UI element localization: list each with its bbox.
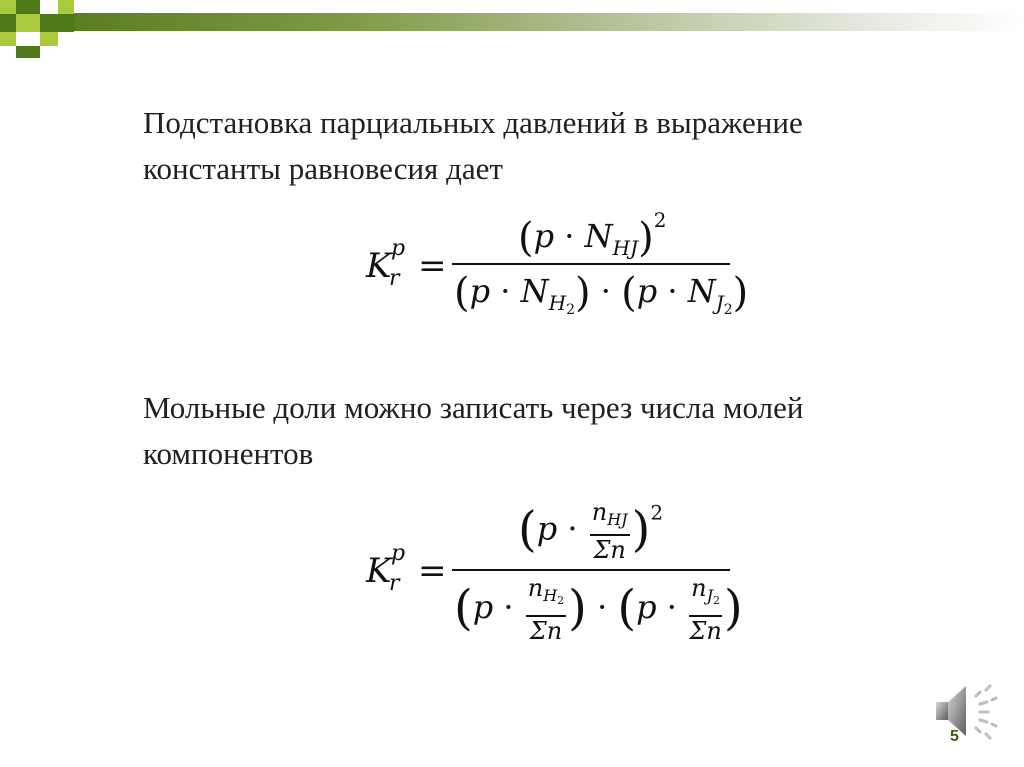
- header-square: [58, 14, 74, 32]
- formula-equilibrium-constant-moles: [360, 495, 743, 645]
- header-square: [40, 32, 58, 46]
- header-square: [0, 14, 16, 32]
- formula-denominator: (p · $\frac{n_{H2}}{\Sigma n}$ ) · (p · $\frac{n_{J2}}{\Sigma n}$ ): [454, 574, 743, 645]
- header-square: [16, 46, 40, 58]
- formula-lhs-sub: r: [389, 266, 400, 291]
- header-square: [40, 14, 58, 32]
- header-square: [16, 0, 40, 14]
- mini-fraction: $\frac{n_{H2}}{\Sigma n}$: [527, 574, 565, 645]
- page-number: 5: [950, 728, 959, 745]
- header-square: [58, 0, 74, 14]
- formula-lhs-sup: p: [391, 236, 406, 261]
- formula-lhs-sup: p: [391, 541, 406, 566]
- formula-lhs: K: [366, 551, 392, 591]
- header-square: [16, 14, 40, 32]
- paragraph-line: Подстановка парциальных давлений в выражение: [143, 105, 803, 140]
- paragraph-line: Мольные доли можно записать через числа молей: [143, 390, 804, 425]
- header-gradient-bar: [70, 13, 1024, 31]
- formula-denominator: $(p \cdot N_{H_2}) \cdot (p \cdot N_{J_2})$: [454, 270, 749, 318]
- formula-lhs: K: [366, 246, 392, 286]
- paragraph-line: компонентов: [143, 436, 314, 471]
- paragraph-substitution: [143, 100, 903, 192]
- mini-fraction: $\frac{n_{HJ}}{\Sigma n}$: [591, 498, 628, 564]
- formula-equilibrium-constant: [360, 200, 749, 330]
- paragraph-mole-fractions: [143, 385, 903, 477]
- formula-equals: =: [418, 551, 447, 591]
- header-square: [0, 32, 16, 46]
- paragraph-line: константы равновесия дает: [143, 151, 503, 186]
- formula-numerator: (p · $\frac{n_{HJ}}{\Sigma n}$ )$^2$: [518, 498, 664, 564]
- mini-fraction: $\frac{n_{J2}}{\Sigma n}$: [689, 574, 722, 645]
- header-square: [0, 0, 16, 14]
- formula-numerator: $(p \cdot N_{HJ})^2$: [518, 208, 667, 261]
- fraction-line: [452, 569, 730, 571]
- fraction-line: [452, 263, 730, 265]
- speaker-icon[interactable]: [930, 682, 1000, 742]
- formula-equals: =: [418, 246, 447, 286]
- formula-lhs-sub: r: [389, 571, 400, 596]
